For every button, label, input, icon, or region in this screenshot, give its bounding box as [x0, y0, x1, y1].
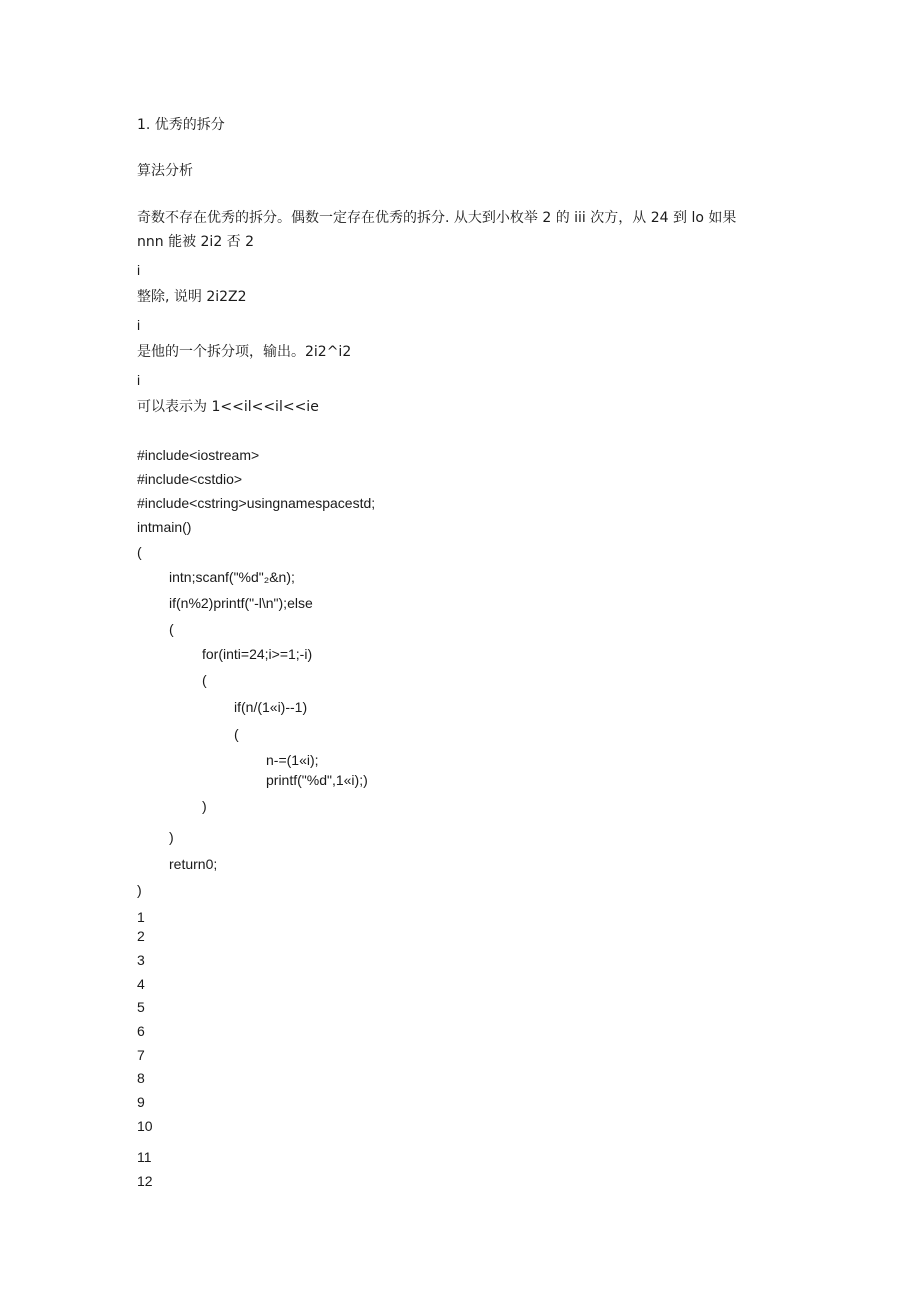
paragraph-line-3: 整除, 说明 2i2Z2: [137, 289, 247, 305]
line-number: 12: [137, 1173, 153, 1189]
line-number: 3: [137, 952, 145, 968]
code-line: ): [137, 882, 142, 898]
code-line: ): [202, 798, 207, 814]
code-line: n-=(1«i);: [266, 752, 319, 768]
line-number: 7: [137, 1047, 145, 1063]
code-line: intmain(): [137, 519, 192, 535]
code-line: for(inti=24;i>=1;-i): [202, 646, 313, 662]
formula-fragment: i: [137, 372, 141, 388]
code-line: (: [169, 621, 174, 637]
line-number: 4: [137, 976, 145, 992]
paragraph-line-4: 是他的一个拆分项，输出。2i2^i2: [137, 344, 352, 360]
heading: 1. 优秀的拆分: [137, 117, 225, 133]
code-line: ): [169, 829, 174, 845]
code-line: printf("%d",1«i);): [266, 772, 368, 788]
code-line: return0;: [169, 856, 218, 872]
code-line: #include<iostream>: [137, 447, 260, 463]
code-line: #include<cstdio>: [137, 471, 243, 487]
line-number: 2: [137, 928, 145, 944]
section-title: 算法分析: [137, 163, 193, 179]
line-number: 11: [137, 1149, 152, 1165]
code-line: #include<cstring>usingnamespacestd;: [137, 495, 376, 511]
paragraph-line-1: 奇数不存在优秀的拆分。偶数一定存在优秀的拆分. 从大到小枚举 2 的 iii 次方，从 24 到 lo 如果: [137, 210, 737, 226]
line-number: 8: [137, 1070, 145, 1086]
code-line: if(n/(1«i)--1): [234, 699, 308, 715]
formula-fragment: i: [137, 262, 141, 278]
code-line: if(n%2)printf("-l\n");else: [169, 595, 313, 611]
code-line: intn;scanf("%d"₂&n);: [169, 569, 295, 585]
code-line: (: [202, 672, 207, 688]
line-number: 1: [137, 909, 145, 925]
code-line: (: [234, 726, 239, 742]
line-number: 5: [137, 999, 145, 1015]
code-line: (: [137, 544, 142, 560]
line-number: 9: [137, 1094, 145, 1110]
formula-fragment: i: [137, 317, 141, 333]
paragraph-line-5: 可以表示为 1<<il<<il<<ie: [137, 399, 319, 415]
line-number: 10: [137, 1118, 153, 1134]
line-number: 6: [137, 1023, 145, 1039]
paragraph-line-2: nnn 能被 2i2 否 2: [137, 234, 255, 250]
